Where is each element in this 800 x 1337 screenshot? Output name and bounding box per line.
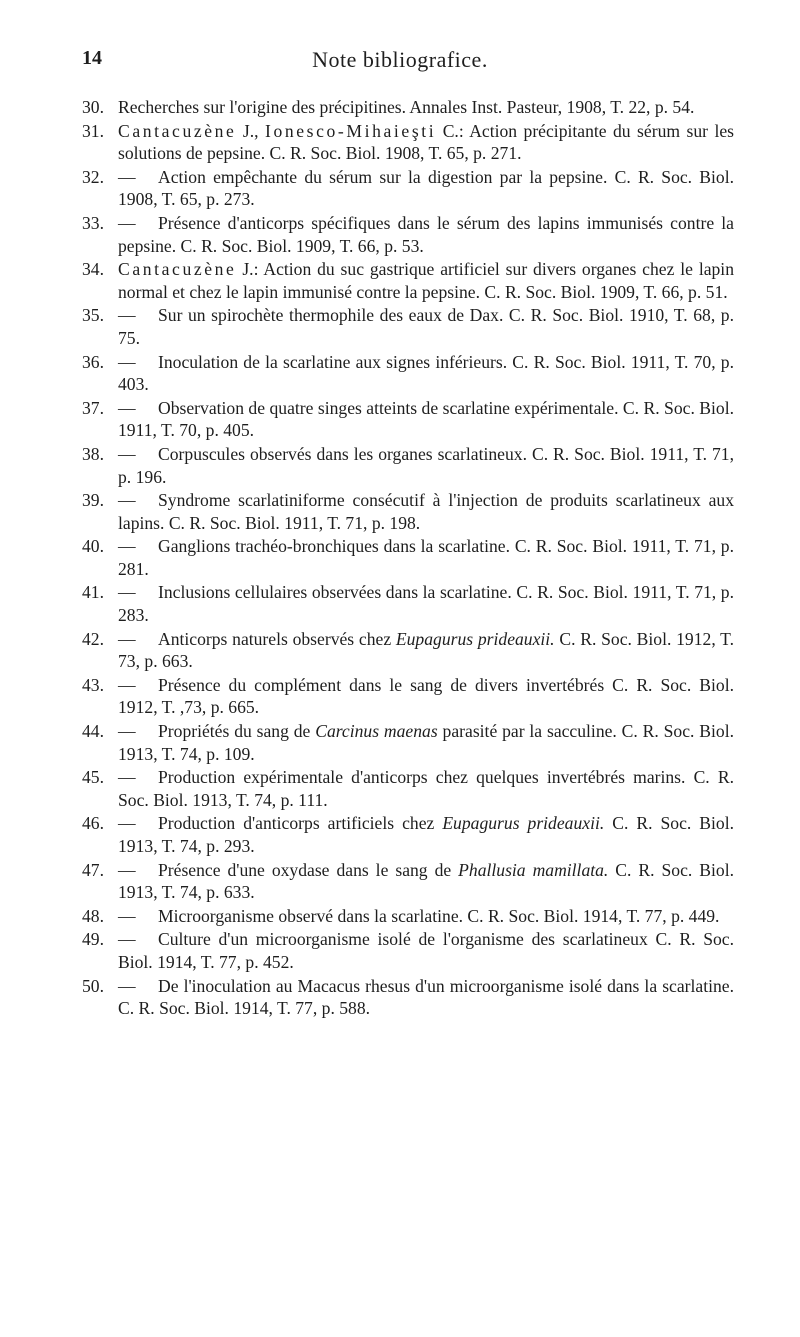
reference-number: 41.	[82, 582, 104, 603]
reference-number: 32.	[82, 166, 104, 187]
ditto-dash: —	[118, 628, 136, 649]
reference-number: 34.	[82, 259, 104, 280]
reference-text: Observation de quatre singes atteints de scarlatine expérimentale. C. R. Soc. Biol. 1911, T. 70, p. 405.	[118, 397, 734, 441]
reference-entry	[82, 928, 734, 973]
page-number: 14	[82, 47, 102, 69]
ditto-dash: —	[118, 813, 136, 834]
reference-entry	[82, 674, 734, 719]
reference-text: C. R. Soc. Biol. 1913, T. 74, p. 633.	[118, 859, 734, 903]
reference-list	[82, 96, 734, 1021]
reference-entry	[82, 905, 734, 928]
reference-number: 39.	[82, 490, 104, 511]
species-name: Eupagurus prideauxii.	[442, 813, 605, 834]
reference-text: Corpuscules observés dans les organes scarlatineux. C. R. Soc. Biol. 1911, T. 71, p. 196.	[118, 443, 734, 487]
reference-text: Inclusions cellulaires observées dans la scarlatine. C. R. Soc. Biol. 1911, T. 71, p. 283.	[118, 582, 734, 626]
reference-text: Recherches sur l'origine des précipitines. Annales Inst. Pasteur, 1908, T. 22, p. 54.	[118, 97, 695, 117]
reference-entry	[82, 96, 734, 119]
reference-text: Inoculation de la scarlatine aux signes inférieurs. C. R. Soc. Biol. 1911, T. 70, p. 403.	[118, 351, 734, 395]
reference-number: 50.	[82, 975, 104, 996]
reference-entry	[82, 859, 734, 904]
reference-text: Présence d'une oxydase dans le sang de	[158, 859, 459, 880]
species-name: Phallusia mamillata.	[458, 859, 609, 880]
reference-entry	[82, 166, 734, 211]
reference-text: Ganglions trachéo-bronchiques dans la scarlatine. C. R. Soc. Biol. 1911, T. 71, p. 281.	[118, 536, 734, 579]
reference-entry	[82, 720, 734, 765]
reference-number: 43.	[82, 674, 104, 695]
reference-entry	[82, 212, 734, 257]
ditto-dash: —	[118, 397, 136, 418]
reference-text: Microorganisme observé dans la scarlatine. C. R. Soc. Biol. 1914, T. 77, p. 449.	[158, 905, 720, 926]
reference-entry	[82, 975, 734, 1020]
reference-text: Propriétés du sang de	[158, 721, 316, 742]
reference-entry	[82, 258, 734, 303]
ditto-dash: —	[118, 490, 136, 511]
reference-number: 45.	[82, 767, 104, 788]
reference-text: Présence du complément dans le sang de divers invertébrés C. R. Soc. Biol. 1912, T. ,73, p. 665.	[118, 674, 734, 718]
reference-number: 36.	[82, 351, 104, 372]
reference-text: Production d'anticorps artificiels chez	[158, 813, 443, 834]
reference-text: J.: Action du suc gastrique artificiel sur divers organes chez le lapin normal et chez le lapin immunisé contre la pepsine. C. R. Soc. Biol. 1909, T. 66, p. 51.	[118, 259, 734, 302]
reference-number: 31.	[82, 120, 104, 141]
ditto-dash: —	[118, 166, 136, 187]
reference-number: 46.	[82, 813, 104, 834]
reference-number: 49.	[82, 929, 104, 950]
reference-entry	[82, 766, 734, 811]
reference-text: Présence d'anticorps spécifiques dans le sérum des lapins immunisés contre la pepsine. C. R. Soc. Biol. 1909, T. 66, p. 53.	[118, 212, 734, 256]
species-name: Eupagurus prideauxii.	[395, 628, 555, 649]
reference-number: 37.	[82, 397, 104, 418]
reference-text: Production expérimentale d'anticorps chez quelques invertébrés marins. C. R. Soc. Biol. 1913, T. 74, p. 111.	[118, 767, 734, 810]
reference-entry	[82, 120, 734, 165]
ditto-dash: —	[118, 212, 136, 233]
reference-text: J.,	[236, 120, 266, 141]
reference-entry	[82, 581, 734, 626]
reference-text: Action empêchante du sérum sur la digestion par la pepsine. C. R. Soc. Biol. 1908, T. 65, p. 273.	[118, 166, 734, 210]
reference-number: 44.	[82, 721, 104, 742]
ditto-dash: —	[118, 351, 136, 372]
reference-author: Cantacuzène	[118, 259, 237, 280]
reference-text: Culture d'un microorganisme isolé de l'organisme des scarlatineux C. R. Soc. Biol. 1914, T. 77, p. 452.	[118, 929, 734, 972]
reference-entry	[82, 351, 734, 396]
ditto-dash: —	[118, 929, 136, 950]
reference-text: C. R. Soc. Biol. 1912, T. 73, p. 663.	[118, 628, 734, 672]
ditto-dash: —	[118, 975, 136, 996]
reference-text: C.: Action précipitante du sérum sur les solutions de pepsine. C. R. Soc. Biol. 1908, T. 65, p. 271.	[118, 120, 734, 164]
reference-coauthor: Ionesco-Mihaieşti	[265, 120, 437, 141]
ditto-dash: —	[118, 443, 136, 464]
reference-text: C. R. Soc. Biol. 1913, T. 74, p. 293.	[118, 813, 734, 856]
reference-entry	[82, 812, 734, 857]
reference-entry	[82, 628, 734, 673]
reference-number: 35.	[82, 305, 104, 326]
reference-entry	[82, 397, 734, 442]
reference-entry	[82, 535, 734, 580]
reference-number: 42.	[82, 628, 104, 649]
ditto-dash: —	[118, 767, 136, 788]
reference-entry	[82, 304, 734, 349]
ditto-dash: —	[118, 582, 136, 603]
reference-number: 48.	[82, 905, 104, 926]
running-title: Note bibliografice.	[312, 47, 488, 72]
reference-number: 30.	[82, 97, 104, 117]
ditto-dash: —	[118, 859, 136, 880]
ditto-dash: —	[118, 721, 136, 742]
species-name: Carcinus maenas	[315, 721, 438, 742]
ditto-dash: —	[118, 536, 136, 557]
ditto-dash: —	[118, 305, 136, 326]
reference-text: parasité par la sacculine. C. R. Soc. Biol. 1913, T. 74, p. 109.	[118, 721, 734, 764]
reference-number: 33.	[82, 212, 104, 233]
page-header	[0, 47, 800, 75]
reference-text: Anticorps naturels observés chez	[158, 628, 396, 649]
reference-number: 38.	[82, 443, 104, 464]
ditto-dash: —	[118, 905, 136, 926]
reference-text: De l'inoculation au Macacus rhesus d'un microorganisme isolé dans la scarlatine. C. R. Soc. Biol. 1914, T. 77, p. 588.	[118, 975, 734, 1019]
reference-entry	[82, 489, 734, 534]
reference-number: 40.	[82, 536, 104, 557]
reference-text: Syndrome scarlatiniforme consécutif à l'injection de produits scarlatineux aux lapins. C. R. Soc. Biol. 1911, T. 71, p. 198.	[118, 490, 734, 533]
reference-text: Sur un spirochète thermophile des eaux de Dax. C. R. Soc. Biol. 1910, T. 68, p. 75.	[118, 305, 734, 348]
reference-number: 47.	[82, 859, 104, 880]
ditto-dash: —	[118, 674, 136, 695]
reference-entry	[82, 443, 734, 488]
reference-author: Cantacuzène	[118, 120, 237, 141]
